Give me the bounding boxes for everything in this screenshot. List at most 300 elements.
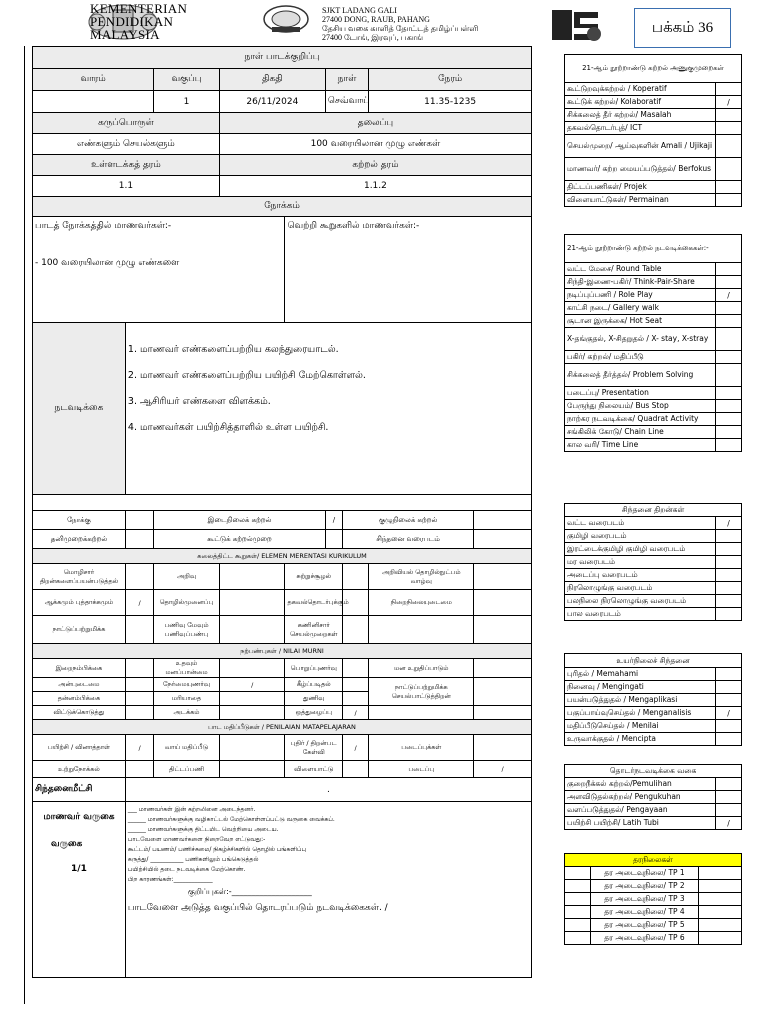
tp-spacer <box>565 867 591 880</box>
approach-tick <box>125 511 153 530</box>
methods-title: 21-ஆம் நூற்றாண்டு கற்றல் நடவடிக்கைகள்:- <box>565 235 742 263</box>
followup-checkbox[interactable] <box>716 778 742 791</box>
thinking-label: குமிழி வரைபடம் <box>565 530 716 543</box>
skill-label: கூட்டுறவுக்கற்றல் / Koperatif <box>565 83 716 96</box>
tp-spacer <box>565 893 591 906</box>
time-header: நேரம் <box>369 69 532 91</box>
method-label: பகிர்/ கற்றல்/ மதிப்பீடு <box>565 351 716 364</box>
date-value: 26/11/2024 <box>219 91 325 113</box>
assessment-tick <box>343 761 369 778</box>
methods-table <box>564 234 742 452</box>
level-checkbox[interactable] <box>716 694 742 707</box>
method-checkbox[interactable] <box>716 315 742 328</box>
thinking-checkbox[interactable]: / <box>716 517 742 530</box>
value-label: விட்டுக்கொடுத்து <box>33 706 126 720</box>
value-tick <box>474 659 532 678</box>
week-value <box>33 91 154 113</box>
tp-label: தர அடைவுநிலை/ TP 3 <box>591 893 699 906</box>
school-line: 27400 டோங், இரவுப், பகாங் <box>322 33 424 42</box>
spacer-row <box>33 495 532 511</box>
method-label-row <box>565 426 742 439</box>
page-number-box: பக்கம் 36 <box>634 8 731 48</box>
approach-label: தனிமுறைக்கற்றல் <box>33 530 126 549</box>
element-label: தொழில்முனைப்பு <box>154 590 220 616</box>
thinking-checkbox[interactable] <box>716 595 742 608</box>
level-label: புரிதல் / Memahami <box>565 668 716 681</box>
approach-label: குழுநிலைக் கற்றல் <box>343 511 474 530</box>
date-header: திகதி <box>219 69 325 91</box>
value-label: ஒத்துழைப்பு <box>285 706 343 720</box>
topic-label: தலைப்பு <box>219 113 531 134</box>
value-tick <box>343 692 369 706</box>
tp-checkbox[interactable] <box>699 919 742 932</box>
objective-left-value: - 100 வரையிலான முழு எண்களை <box>35 258 180 268</box>
values-title: நற்பண்புகள் / NILAI MURNI <box>33 644 532 659</box>
method-label: சூடான இருக்கை/ Hot Seat <box>565 315 716 328</box>
thinking-label-row <box>565 582 742 595</box>
skill-checkbox[interactable] <box>716 122 742 135</box>
skill-checkbox[interactable]: / <box>716 96 742 109</box>
reflection-line: ___ மாணவர்கள் இன் கற்றலினை அடைந்தனர். <box>127 806 256 813</box>
level-label-row <box>565 707 742 720</box>
skill-checkbox[interactable] <box>716 181 742 194</box>
ministry-line: KEMENTERIAN <box>90 1 188 16</box>
thinking-checkbox[interactable] <box>716 530 742 543</box>
tp-row <box>565 932 742 945</box>
tp-spacer <box>565 932 591 945</box>
assessment-label: திட்டப்பணி <box>154 761 220 778</box>
success-criteria-label: வெற்றி கூறுகளில் மாணவர்கள்:- <box>287 221 420 231</box>
approach-label: சிந்தனை வரைபடம் <box>343 530 474 549</box>
assessment-tick: / <box>343 735 369 761</box>
success-criteria-cell <box>285 217 532 323</box>
approach-tick <box>474 511 532 530</box>
level-checkbox[interactable]: / <box>716 707 742 720</box>
tp-spacer <box>565 906 591 919</box>
skill-label: தகவல்தொடர்புத்/ ICT <box>565 122 716 135</box>
activities-cell <box>125 323 531 495</box>
thinking-checkbox[interactable] <box>716 608 742 621</box>
reflection-line: கூட்டம்/ பயணம்/ பணிச்சுமை/ நிகழ்ச்சிகளில் தொழில் பங்களிப்பு <box>127 846 306 853</box>
value-tick <box>219 706 285 720</box>
thinking-checkbox[interactable] <box>716 582 742 595</box>
school-line: 27400 DONG, RAUB, PAHANG <box>322 15 430 24</box>
followup-checkbox[interactable] <box>716 804 742 817</box>
followup-title: தொடர்நடவடிக்கை வகை <box>565 765 742 778</box>
element-tick <box>474 564 532 590</box>
thinking-label: பலநிலை நிரலொழுங்கு வரைபடம் <box>565 595 716 608</box>
assessment-tick: / <box>474 761 532 778</box>
reflection-line: பிற காரணங்கள்:_____________ <box>127 876 213 883</box>
assessment-tick <box>474 735 532 761</box>
method-label: X-தங்குதல், X-சிதறுதல் / X- stay, X-stray <box>565 328 716 351</box>
method-label: சிக்கலைத் தீர்த்தல்/ Problem Solving <box>565 364 716 387</box>
skill-checkbox[interactable] <box>716 194 742 207</box>
followup-label: அளவிடுதல்கற்றல்/ Pengukuhan <box>565 791 716 804</box>
learning-standard-value: 1.1.2 <box>219 176 531 197</box>
skill-label-row <box>565 135 742 158</box>
class-value: 1 <box>154 91 220 113</box>
thinking-label: வட்ட வரைபடம் <box>565 517 716 530</box>
method-label-row <box>565 439 742 452</box>
method-label-row <box>565 400 742 413</box>
thinking-label-row <box>565 543 742 556</box>
tp-table <box>564 853 742 945</box>
skill-label-row <box>565 181 742 194</box>
levels-title: உயர்நிலைச் சிந்தனை <box>565 654 742 668</box>
level-label-row <box>565 733 742 746</box>
thinking-label-row <box>565 556 742 569</box>
level-label-row <box>565 681 742 694</box>
tp-label: தர அடைவுநிலை/ TP 2 <box>591 880 699 893</box>
thinking-label-row <box>565 517 742 530</box>
element-tick <box>219 590 285 616</box>
skill-label-row <box>565 96 742 109</box>
assessment-label: விளையாட்டு <box>285 761 343 778</box>
activity-item: 3. ஆசிரியர் எண்களை விளக்கம். <box>127 396 271 407</box>
value-label: துணிவு <box>285 692 343 706</box>
element-label: நிறைநிலையுடைமை <box>369 590 474 616</box>
followup-label: வளப்படுத்துதல்/ Pengayaan <box>565 804 716 817</box>
school-emblem-icon <box>262 4 310 34</box>
element-tick <box>474 590 532 616</box>
thinking-label-row <box>565 530 742 543</box>
level-label: நினைவு / Mengingati <box>565 681 716 694</box>
level-checkbox[interactable] <box>716 681 742 694</box>
plan-title: நாள் பாடக்குறிப்பு <box>33 47 532 69</box>
reflection-line: ______ மாணவர்களுக்கு திட்டமிட வெற்றியை அடைய. <box>127 826 279 833</box>
thinking-checkbox[interactable] <box>716 556 742 569</box>
method-label: கால வரி/ Time Line <box>565 439 716 452</box>
tp-row <box>565 893 742 906</box>
approach-tick: / <box>325 511 342 530</box>
assessment-tick <box>219 735 285 761</box>
school-line: தேசிய வகை காளித் தோட்டத் தமிழ்ப்பள்ளி <box>322 24 479 33</box>
learning-standard-label: கற்றல் தரம் <box>219 155 531 176</box>
assessment-tick: / <box>125 735 153 761</box>
level-checkbox[interactable] <box>716 720 742 733</box>
skill-label: விளையாட்டுகள்/ Permainan <box>565 194 716 207</box>
standard-content-value: 1.1 <box>33 176 220 197</box>
thinking-label: அடைப்பு வரைபடம் <box>565 569 716 582</box>
method-label: காட்சி நடை/ Gallery walk <box>565 302 716 315</box>
ministry-line: MALAYSIA <box>90 27 160 42</box>
value-tick <box>219 692 285 706</box>
tp-label: தர அடைவுநிலை/ TP 6 <box>591 932 699 945</box>
attendance-value: 1/1 <box>71 864 87 874</box>
method-checkbox[interactable] <box>716 351 742 364</box>
value-tick <box>343 678 369 692</box>
level-label: பயன்படுத்துதல் / Mengaplikasi <box>565 694 716 707</box>
objective-left-label: பாடத் நோக்கத்தில் மாணவர்கள்:- <box>35 221 172 231</box>
assessment-tick <box>125 761 153 778</box>
element-label: பணிவு மேவும் பணிவுப்பண்பு <box>154 616 220 644</box>
method-checkbox[interactable]: / <box>716 289 742 302</box>
method-label-row <box>565 289 742 302</box>
skill-label-row <box>565 122 742 135</box>
week-header: வாரம் <box>33 69 154 91</box>
element-label: நாட்டுப்பற்றுமிக்க <box>33 616 126 644</box>
element-tick <box>343 616 369 644</box>
reflection-line: கருத்து/ ___________ பணிகளிலும் பங்கெடுத்தல் <box>127 856 259 863</box>
value-label: கீழ்ப்படிதல் <box>285 678 343 692</box>
levels-table <box>564 653 742 746</box>
activity-item: 4. மாணவர்கள் பயிற்சித்தாளில் உள்ள பயிற்சி. <box>127 422 329 433</box>
value-label: உதவும் மனப்பான்மை <box>154 659 220 678</box>
elements-title: கலைத்திட்ட கூறுகள்/ ELEMEN MERENTASI KURIKULUM <box>33 549 532 564</box>
approach-tick <box>125 530 153 549</box>
method-label: வட்ட மேசை/ Round Table <box>565 263 716 276</box>
skills-table <box>564 54 742 207</box>
level-label: பகுப்பாய்வுசெய்தல் / Menganalisis <box>565 707 716 720</box>
reflection-mark: . <box>125 778 531 802</box>
level-label-row <box>565 694 742 707</box>
attendance-label: மாணவர் வருகை <box>43 812 115 822</box>
level-label: மதிப்பீடுசெய்தல் / Menilai <box>565 720 716 733</box>
assessment-label: படைப்பு <box>369 761 474 778</box>
approach-tick <box>474 530 532 549</box>
tp-label: தர அடைவுநிலை/ TP 1 <box>591 867 699 880</box>
followup-checkbox[interactable]: / <box>716 817 742 830</box>
reflection-line: ______ மாணவர்களுக்கு வழிகாட்டல் மேற்கொள்ளப்பட்டு வருகை வைக்கப். <box>127 816 335 823</box>
method-label-row <box>565 263 742 276</box>
followup-label: பயிற்சி பயிற்சி/ Latih Tubi <box>565 817 716 830</box>
skill-label: கூட்டுக் கற்றல்/ Kolaboratif <box>565 96 716 109</box>
skill-checkbox[interactable] <box>716 158 742 181</box>
method-label-row <box>565 413 742 426</box>
reflection-line: பயிற்சியில் தடை நடவடிக்கை மேற்கொண். <box>127 866 246 873</box>
skill-label: செயல்முறை/ ஆய்வுகளின் Amali / Ujikaji <box>565 135 716 158</box>
reflection-note: குறிப்புகள்:-____________________ <box>187 887 312 896</box>
method-checkbox[interactable] <box>716 276 742 289</box>
tp-title: தரநிலைகள் <box>565 854 742 867</box>
level-label: உருவாக்குதல் / Mencipta <box>565 733 716 746</box>
tp-row <box>565 880 742 893</box>
activities-label: நடவடிக்கை <box>33 323 126 495</box>
method-label: நாற்கர நடவடிக்கை/ Quadrat Activity <box>565 413 716 426</box>
skill-label-row <box>565 194 742 207</box>
value-label: மரியாதை <box>154 692 220 706</box>
skill-label-row <box>565 158 742 181</box>
thinking-checkbox[interactable] <box>716 543 742 556</box>
approach-label: நோக்கு <box>33 511 126 530</box>
tp-row <box>565 919 742 932</box>
skill-checkbox[interactable] <box>716 83 742 96</box>
thinking-checkbox[interactable] <box>716 569 742 582</box>
method-label: சிந்தி-இணை-பகிர்/ Think-Pair-Share <box>565 276 716 289</box>
reflection-footer: பாடவேளை அடுத்த வகுப்பில் தொடரப்படும் நடவடிக்கைகள். / <box>127 903 388 913</box>
value-tick <box>125 678 153 692</box>
page-frame-line <box>24 46 25 1004</box>
element-label: சுற்றுச்சூழல் <box>285 564 343 590</box>
value-label: அடக்கம் <box>154 706 220 720</box>
followup-checkbox[interactable] <box>716 791 742 804</box>
standard-content-label: உள்ளடக்கத் தரம் <box>33 155 220 176</box>
method-checkbox[interactable] <box>716 426 742 439</box>
attendance-cell <box>33 802 126 978</box>
element-tick: / <box>125 590 153 616</box>
reflection-label: சிந்தனைமீட்சி <box>33 778 126 802</box>
objective-left-cell <box>33 217 285 323</box>
tp-checkbox[interactable] <box>699 906 742 919</box>
method-checkbox[interactable] <box>716 387 742 400</box>
activity-item: 1. மாணவர் எண்களைப்பற்றிய கலந்துரையாடல். <box>127 344 339 355</box>
value-tick: / <box>343 706 369 720</box>
value-tick <box>343 659 369 678</box>
value-label: நாட்டுப்பற்றுமிக்க செயல்பாட்டுத்திறன் <box>369 678 474 706</box>
assessment-label: புதிர் / திறன்பட கேள்வி <box>285 735 343 761</box>
element-label: அறிவியல் தொழில்நுட்பம் வாழ்வு <box>369 564 474 590</box>
element-tick <box>474 616 532 644</box>
method-checkbox[interactable] <box>716 263 742 276</box>
element-tick <box>125 564 153 590</box>
skill-checkbox[interactable] <box>716 109 742 122</box>
method-label-row <box>565 315 742 328</box>
method-label-row <box>565 302 742 315</box>
value-label: மன உறுதிப்பாடும் <box>369 659 474 678</box>
value-label: அன்புடைமை <box>33 678 126 692</box>
element-label <box>369 616 474 644</box>
skill-label: சிக்கலைத் தீர் கற்றல்/ Masalah <box>565 109 716 122</box>
school-logo-icon <box>550 6 606 46</box>
element-tick <box>125 616 153 644</box>
tp-spacer <box>565 919 591 932</box>
day-value: செவ்வாய் <box>325 91 368 113</box>
tp-row <box>565 867 742 880</box>
value-label: இறைநம்பிக்கை <box>33 659 126 678</box>
value-tick <box>219 659 285 678</box>
theme-label: கருப்பொருள் <box>33 113 220 134</box>
value-tick <box>125 659 153 678</box>
level-label-row <box>565 720 742 733</box>
assessment-label: உற்றுநோக்கல் <box>33 761 126 778</box>
thinking-table <box>564 503 742 621</box>
ministry-line: PENDIDIKAN <box>90 14 174 29</box>
element-tick <box>343 564 369 590</box>
method-label: சங்கிலிக் கோடு/ Chain Line <box>565 426 716 439</box>
followup-table <box>564 764 742 830</box>
method-checkbox[interactable] <box>716 413 742 426</box>
thinking-label: நிரலொழுங்கு வரைபடம் <box>565 582 716 595</box>
value-tick <box>474 706 532 720</box>
thinking-label: இரட்டைக்குமிழி குமிழி வரைபடம் <box>565 543 716 556</box>
element-label: மொழிசார் திறன்களைப்பயன்படுத்தல் <box>33 564 126 590</box>
tp-checkbox[interactable] <box>699 932 742 945</box>
skill-label-row <box>565 109 742 122</box>
assessment-tick <box>219 761 285 778</box>
value-label: பொறுப்புணர்வு <box>285 659 343 678</box>
followup-label: குறைநீக்கல் கற்றல்/Pemulihan <box>565 778 716 791</box>
ministry-name <box>90 2 187 41</box>
thinking-title: சிந்தனை திறன்கள் <box>565 504 742 517</box>
level-checkbox[interactable] <box>716 668 742 681</box>
topic-value: 100 வரையிலான முழு எண்கள் <box>219 134 531 155</box>
method-label: நடிப்புப்பணி / Role Play <box>565 289 716 302</box>
tp-checkbox[interactable] <box>699 880 742 893</box>
skill-label-row <box>565 83 742 96</box>
school-line: SJKT LADANG GALI <box>322 6 397 15</box>
attendance-sub: வருகை <box>51 839 83 849</box>
element-label: அறிவு <box>154 564 220 590</box>
skill-label: திட்டப்பணிகள்/ Projek <box>565 181 716 194</box>
method-checkbox[interactable] <box>716 328 742 351</box>
method-label: பேருந்து நிலையம்/ Bus Stop <box>565 400 716 413</box>
element-label: ஆக்கமும் புத்தாக்கமும் <box>33 590 126 616</box>
method-checkbox[interactable] <box>716 364 742 387</box>
assessment-label: படைப்புக்கள் <box>369 735 474 761</box>
followup-label-row <box>565 817 742 830</box>
tp-label: தர அடைவுநிலை/ TP 4 <box>591 906 699 919</box>
element-tick <box>219 616 285 644</box>
method-label: படைப்பு/ Presentation <box>565 387 716 400</box>
lesson-plan-table <box>32 46 532 978</box>
reflection-cell <box>125 802 531 978</box>
thinking-label-row <box>565 608 742 621</box>
skill-label: மாணவர்/ கற்ற மையப்படுத்தல்/ Berfokus <box>565 158 716 181</box>
method-label-row <box>565 328 742 351</box>
method-label-row <box>565 351 742 364</box>
skill-checkbox[interactable] <box>716 135 742 158</box>
theme-value: எண்களும் செயல்களும் <box>33 134 220 155</box>
tp-spacer <box>565 880 591 893</box>
assessment-title: பாட மதிப்பீடுகள் / PENILAIAN MATAPELAJARAN <box>33 720 532 735</box>
value-tick <box>125 692 153 706</box>
skills-title: 21-ஆம் நூற்றாண்டு கற்றல் அணுகுமுறைகள் <box>565 55 742 83</box>
level-label-row <box>565 668 742 681</box>
tp-row <box>565 906 742 919</box>
thinking-label: மர வரைபடம் <box>565 556 716 569</box>
element-label: கணினிசார் செயல்முறைகள் <box>285 616 343 644</box>
level-checkbox[interactable] <box>716 733 742 746</box>
approach-tick <box>325 530 342 549</box>
value-label: தன்னம்பிக்கை <box>33 692 126 706</box>
approach-label: கூட்டுக் கற்றல்முறை <box>154 530 326 549</box>
method-checkbox[interactable] <box>716 439 742 452</box>
tp-checkbox[interactable] <box>699 893 742 906</box>
thinking-label-row <box>565 569 742 582</box>
method-label-row <box>565 387 742 400</box>
value-tick <box>474 678 532 706</box>
element-tick <box>219 564 285 590</box>
assessment-label: வாய் மதிப்பீடு <box>154 735 220 761</box>
tp-label: தர அடைவுநிலை/ TP 5 <box>591 919 699 932</box>
reflection-line: பாடவேளை மாணவர்களை நிறைவேற எட்டுவது:- <box>127 836 266 843</box>
followup-label-row <box>565 778 742 791</box>
method-checkbox[interactable] <box>716 302 742 315</box>
assessment-label: பயிற்சி / வினாத்தாள் <box>33 735 126 761</box>
class-header: வகுப்பு <box>154 69 220 91</box>
value-label <box>369 706 474 720</box>
thinking-label: பால வரைபடம் <box>565 608 716 621</box>
value-tick: / <box>219 678 285 692</box>
method-checkbox[interactable] <box>716 400 742 413</box>
element-label: தகவல்தொடர்புக்கும் <box>285 590 343 616</box>
followup-label-row <box>565 791 742 804</box>
time-value: 11.35-1235 <box>369 91 532 113</box>
method-label-row <box>565 276 742 289</box>
day-header: நாள் <box>325 69 368 91</box>
value-label: நேர்மையுணர்வு <box>154 678 220 692</box>
tp-checkbox[interactable] <box>699 867 742 880</box>
followup-label-row <box>565 804 742 817</box>
approach-label: இடைநிலைக் கற்றல் <box>154 511 326 530</box>
value-tick <box>125 706 153 720</box>
school-address <box>322 6 478 42</box>
method-label-row <box>565 364 742 387</box>
activity-item: 2. மாணவர் எண்களைப்பற்றிய பயிற்சி மேற்கொள்ளல். <box>127 370 366 381</box>
objective-label: நோக்கம் <box>33 197 532 217</box>
thinking-label-row <box>565 595 742 608</box>
